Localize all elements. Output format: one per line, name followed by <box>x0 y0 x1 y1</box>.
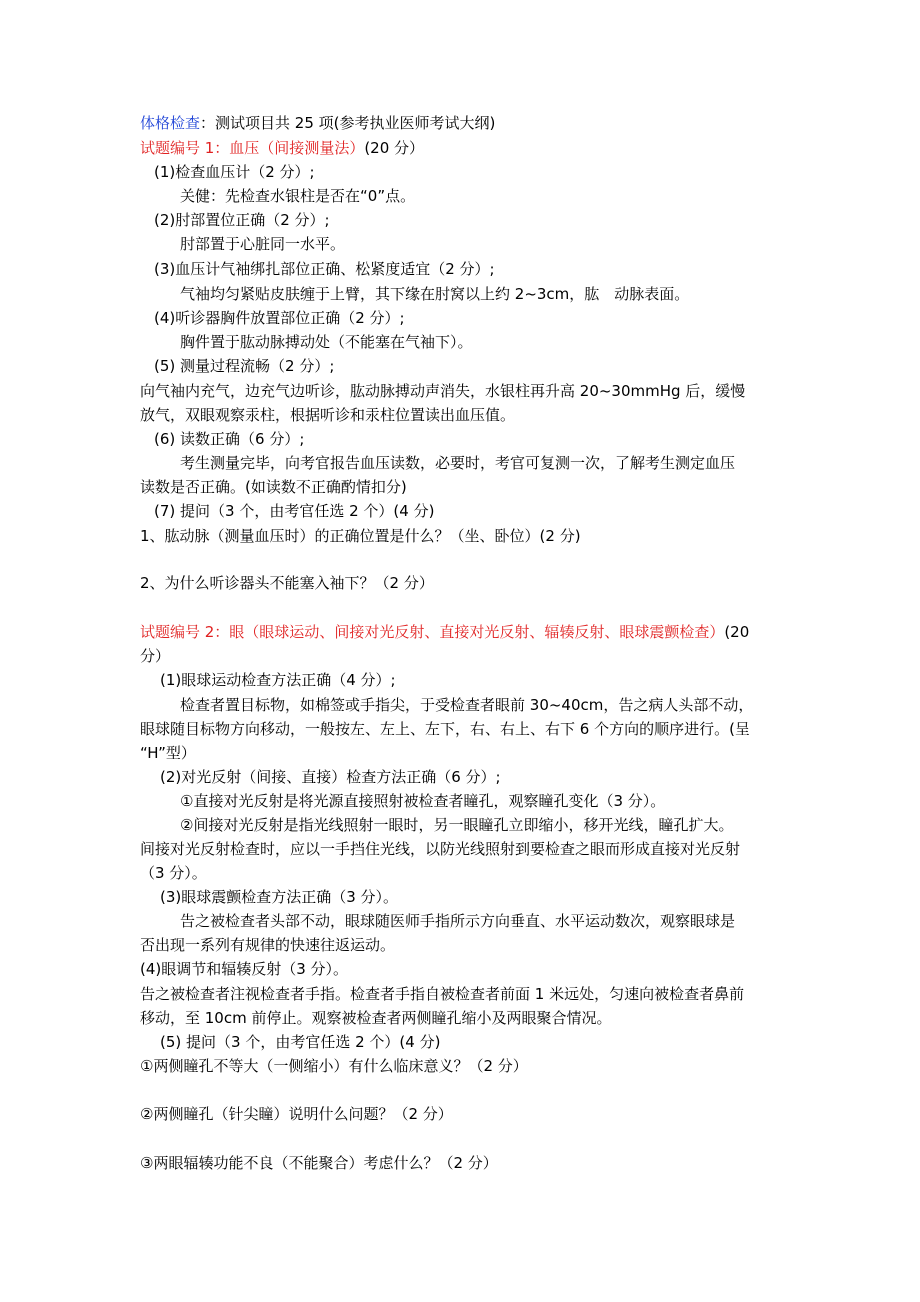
q2-title-red: 试题编号 2：眼（眼球运动、间接对光反射、直接对光反射、辐辏反射、眼球震颤检查） <box>140 623 725 641</box>
q2-step-2-a: ①直接对光反射是将光源直接照射被检查者瞳孔，观察瞳孔变化（3 分）。 <box>180 792 666 810</box>
q2-title <box>140 621 749 643</box>
q1-step-6-detail-2: 读数是否正确。(如读数不正确酌情扣分) <box>140 478 407 496</box>
q1-step-1: (1)检查血压计（2 分）; <box>154 163 315 181</box>
q2-title-score: (20 <box>724 623 750 641</box>
q1-step-6: (6) 读数正确（6 分）; <box>154 430 305 448</box>
q2-step-3-detail-2: 否出现一系列有规律的快速往返运动。 <box>140 936 396 954</box>
q2-step-4: (4)眼调节和辐辏反射（3 分）。 <box>140 960 349 978</box>
q2-step-2-b-1: ②间接对光反射是指光线照射一眼时，另一眼瞳孔立即缩小，移开光线，瞳孔扩大。 <box>180 816 734 834</box>
q1-question-1: 1、肱动脉（测量血压时）的正确位置是什么？（坐、卧位）(2 分) <box>140 527 581 545</box>
q1-step-4: (4)听诊器胸件放置部位正确（2 分）; <box>154 309 405 327</box>
q1-question-2: 2、为什么听诊器头不能塞入袖下？（2 分） <box>140 574 434 592</box>
q1-step-5-detail-1: 向气袖内充气，边充气边听诊，肱动脉搏动声消失，水银柱再升高 20~30mmHg 后，缓慢 <box>140 382 746 400</box>
q1-step-5: (5) 测量过程流畅（2 分）; <box>154 357 335 375</box>
q2-step-2-b-3: （3 分）。 <box>140 864 207 882</box>
q2-question-1: ①两侧瞳孔不等大（一侧缩小）有什么临床意义？（2 分） <box>140 1057 528 1075</box>
q1-step-4-detail: 胸件置于肱动脉搏动处（不能塞在气袖下）。 <box>180 333 473 351</box>
q1-title-score: (20 分） <box>364 139 425 157</box>
q2-step-4-detail-1: 告之被检查者注视检查者手指。检查者手指自被检查者前面 1 米远处，匀速向被检查者鼻前 <box>140 985 745 1003</box>
header-rest: ：测试项目共 25 项(参考执业医师考试大纲) <box>200 114 496 132</box>
q1-step-2-detail: 肘部置于心脏同一水平。 <box>180 235 346 253</box>
q2-step-1-detail-2: 眼球随目标物方向移动，一般按左、左上、左下，右、右上、右下 6 个方向的顺序进行。(呈 <box>140 720 750 738</box>
q1-step-6-detail-1: 考生测量完毕，向考官报告血压读数，必要时，考官可复测一次，了解考生测定血压 <box>180 454 736 472</box>
q1-step-1-detail: 关健：先检查水银柱是否在“0”点。 <box>180 187 416 205</box>
q1-step-7: (7) 提问（3 个，由考官任选 2 个）(4 分) <box>154 502 435 520</box>
q2-step-2: (2)对光反射（间接、直接）检查方法正确（6 分）; <box>160 768 501 786</box>
q2-step-2-b-2: 间接对光反射检查时，应以一手挡住光线，以防光线照射到要检查之眼而形成直接对光反射 <box>140 840 741 858</box>
doc-header <box>140 112 495 134</box>
q2-step-1-detail-3: “H”型） <box>140 744 196 762</box>
q1-step-2: (2)肘部置位正确（2 分）; <box>154 211 330 229</box>
q2-question-2: ②两侧瞳孔（针尖瞳）说明什么问题？（2 分） <box>140 1105 453 1123</box>
q1-step-5-detail-2: 放气，双眼观察汞柱，根据听诊和汞柱位置读出血压值。 <box>140 406 516 424</box>
q2-question-3: ③两眼辐辏功能不良（不能聚合）考虑什么？（2 分） <box>140 1154 498 1172</box>
q2-step-3: (3)眼球震颤检查方法正确（3 分）。 <box>160 888 399 906</box>
q1-title <box>140 137 424 159</box>
q2-step-3-detail-1: 告之被检查者头部不动，眼球随医师手指所示方向垂直、水平运动数次，观察眼球是 <box>180 912 736 930</box>
q1-step-3-detail: 气袖均匀紧贴皮肤缠于上臂，其下缘在肘窝以上约 2~3cm，肱 动脉表面。 <box>180 285 690 303</box>
q2-step-4-detail-2: 移动，至 10cm 前停止。观察被检查者两侧瞳孔缩小及两眼聚合情况。 <box>140 1009 612 1027</box>
q2-step-1: (1)眼球运动检查方法正确（4 分）; <box>160 671 396 689</box>
q1-step-3: (3)血压计气袖绑扎部位正确、松紧度适宜（2 分）; <box>154 260 495 278</box>
q2-step-5: (5) 提问（3 个，由考官任选 2 个）(4 分) <box>160 1033 441 1051</box>
header-label: 体格检查 <box>140 114 201 132</box>
q2-step-1-detail-1: 检查者置目标物，如棉签或手指尖，于受检查者眼前 30~40cm，告之病人头部不动， <box>180 696 754 714</box>
q1-title-red: 试题编号 1：血压（间接测量法） <box>140 139 365 157</box>
q2-title-cont: 分） <box>140 647 171 665</box>
